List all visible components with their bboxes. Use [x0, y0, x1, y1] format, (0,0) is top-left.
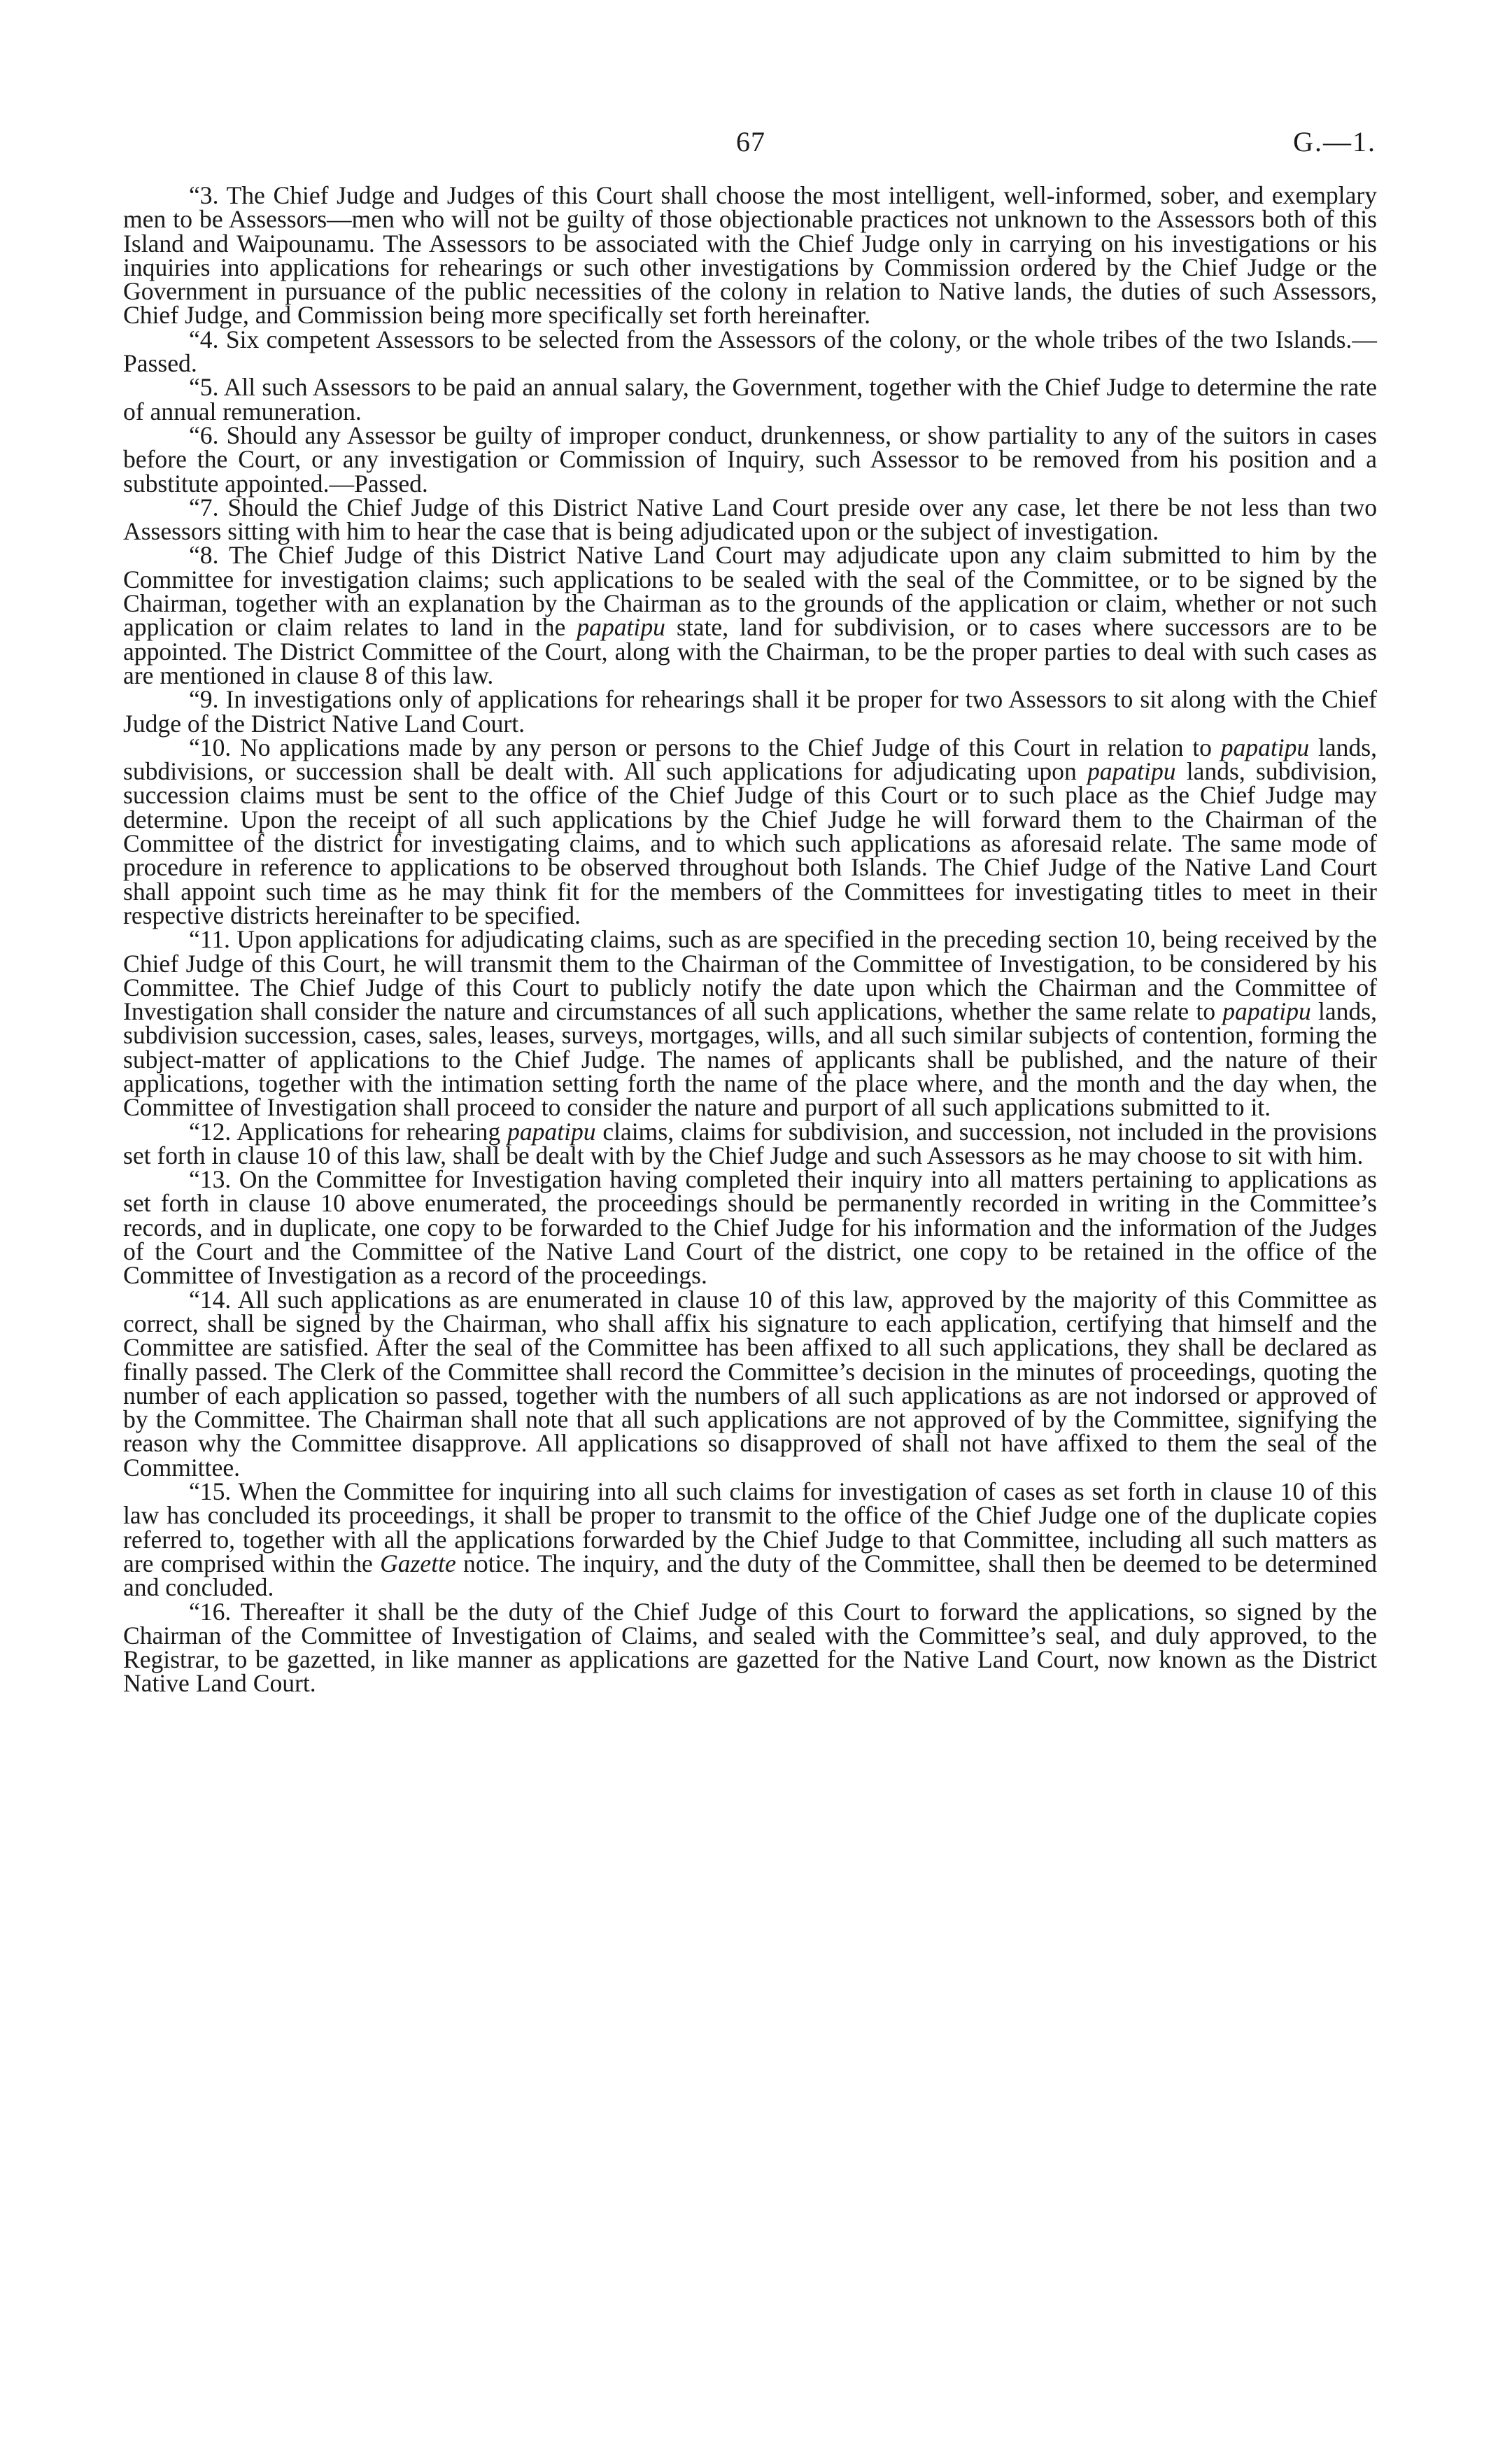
clause-4: [123, 325, 1377, 378]
italic-term: papatipu: [1087, 757, 1176, 786]
clause-text: “7. Should the Chief Judge of this District Native Land Court preside over any case, let there be not less than two Assessors sitting with him to hear the case that is being adjudicated upon or the subject of investigation.: [123, 493, 1377, 546]
clause-text: “5. All such Assessors to be paid an annual salary, the Government, together with the Chief Judge to determine the rate of annual remuneration.: [123, 373, 1377, 425]
clause-text: “16. Thereafter it shall be the duty of the Chief Judge of this Court to forward the applications, so signed by the Chairman of the Committee of Investigation of Claims, and sealed with the Committee’s seal, and duly approved, to the Registrar, to be gazetted, in like manner as applications are gazetted for the Native Land Court, now known as the District Native Land Court.: [123, 1597, 1377, 1698]
document-reference: G.—1.: [1293, 126, 1376, 157]
clause-15: [123, 1477, 1377, 1602]
clause-text: notice. The inquiry, and the duty of the Committee, shall then be deemed to be determined and concluded.: [123, 1549, 1377, 1602]
italic-term: Gazette: [380, 1549, 456, 1577]
italic-term: papatipu: [507, 1117, 596, 1146]
clause-13: [123, 1165, 1377, 1290]
clause-text: state, land for subdivision, or to cases where successors are to be appointed. The District Committee of the Court, along with the Chairman, to be the proper parties to deal with such cases as are mentioned in clause 8 of this law.: [123, 613, 1377, 689]
italic-term: papatipu: [1222, 997, 1311, 1026]
document-body: [123, 183, 1377, 1696]
page-number: 67: [736, 126, 765, 157]
clause-text: “11. Upon applications for adjudicating claims, such as are specified in the preceding section 10, being received by the Chief Judge of this Court, he will transmit them to the Chairman of the Committee of Investigation, to be considered by his Committee. The Chief Judge of this Court to publicly notify the date upon which the Chairman and the Committee of Investigation shall consider the nature and circumstances of all such applications, whether the same relate to: [123, 925, 1377, 1026]
clause-5: [123, 375, 1377, 423]
clause-12: [123, 1117, 1377, 1169]
clause-8: [123, 543, 1377, 687]
clause-text: “6. Should any Assessor be guilty of improper conduct, drunkenness, or show partiality to any of the suitors in cases before the Court, or any investigation or Commission of Inquiry, such Assessor to be removed from his position and a substitute appointed.—Passed.: [123, 421, 1377, 498]
clause-text: “10. No applications made by any person or persons to the Chief Judge of this Court in relation to: [189, 733, 1221, 761]
clause-text: “15. When the Committee for inquiring into all such claims for investigation of cases as set forth in clause 10 of this law has concluded its proceedings, it shall be proper to transmit to the office of the Chief Judge one of the duplicate copies referred to, together with all the applications forwarded by the Chief Judge to that Committee, including all such matters as are comprised within the: [123, 1477, 1377, 1577]
clause-text: lands, subdivision, succession claims must be sent to the office of the Chief Judge of this Court or to such place as the Chief Judge may determine. Upon the receipt of all such applications by the Chief Judge he will forward them to the Chairman of the Committee of the district for investigating claims, and to which such applications as aforesaid relate. The same mode of procedure in reference to applications to be observed throughout both Islands. The Chief Judge of the Native Land Court shall appoint such time as he may think fit for the members of the Committees for investigating titles to meet in their respective districts hereinafter to be specified.: [123, 757, 1377, 929]
clause-10: [123, 733, 1377, 929]
clause-9: [123, 687, 1377, 736]
clause-text: “13. On the Committee for Investigation having completed their inquiry into all matters pertaining to applications as set forth in clause 10 above enumerated, the proceedings should be permanently recorded in writing in the Committee’s records, and in duplicate, one copy to be forwarded to the Chief Judge for his information and the information of the Judges of the Court and the Committee of the Native Land Court of the district, one copy to be retained in the office of the Committee of Investigation as a record of the proceedings.: [123, 1165, 1377, 1290]
clause-text: “4. Six competent Assessors to be selected from the Assessors of the colony, or the whole tribes of the two Islands.—Passed.: [123, 325, 1377, 378]
clause-text: “14. All such applications as are enumerated in clause 10 of this law, approved by the majority of this Committee as correct, shall be signed by the Chairman, who shall affix his signature to each application, certifying that himself and the Committee are satisfied. After the seal of the Committee has been affixed to all such applications, they shall be declared as finally passed. The Clerk of the Committee shall record the Committee’s decision in the minutes of proceedings, quoting the number of each application so passed, together with the numbers of all such applications as are not indorsed or approved of by the Committee. The Chairman shall note that all such applications are not approved of by the Committee, signifying the reason why the Committee disapprove. All applications so disapproved of shall not have affixed to them the seal of the Committee.: [123, 1285, 1377, 1482]
clause-text: lands, subdivisions, or succession shall be dealt with. All such applications for adjudicating upon: [123, 733, 1377, 786]
clause-6: [123, 421, 1377, 498]
italic-term: papatipu: [577, 613, 665, 642]
italic-term: papatipu: [1220, 733, 1310, 761]
clause-11: [123, 925, 1377, 1122]
clause-3: [123, 183, 1377, 328]
clause-text: lands, subdivision succession, cases, sales, leases, surveys, mortgages, wills, and all such similar subjects of contention, forming the subject-matter of applications to the Chief Judge. The names of applicants shall be published, and the nature of their applications, together with the intimation setting forth the name of the place where, and the month and the day when, the Committee of Investigation shall proceed to consider the nature and purport of all such applications submitted to it.: [123, 997, 1377, 1122]
clause-text: “9. In investigations only of applications for rehearings shall it be proper for two Assessors to sit along with the Chief Judge of the District Native Land Court.: [123, 685, 1377, 738]
clause-16: [123, 1597, 1377, 1698]
clause-text: “3. The Chief Judge and Judges of this Court shall choose the most intelligent, well-informed, sober, and exemplary men to be Assessors—men who will not be guilty of those objectionable practices not unknown to the Assessors both of this Island and Waipounamu. The Assessors to be associated with the Chief Judge only in carrying on his investigations or his inquiries into applications for rehearings or such other investigations by Commission ordered by the Chief Judge or the Government in pursuance of the public necessities of the colony in relation to Native lands, the duties of such Assessors, Chief Judge, and Commission being more specifically set forth hereinafter.: [123, 181, 1377, 330]
page-header: [0, 125, 1512, 160]
clause-7: [123, 495, 1377, 544]
clause-14: [123, 1285, 1377, 1482]
clause-text: “8. The Chief Judge of this District Native Land Court may adjudicate upon any claim submitted to him by the Committee for investigation claims; such applications to be sealed with the seal of the Committee, or to be signed by the Chairman, together with an explanation by the Chairman as to the grounds of the application or claim, whether or not such application or claim relates to land in the: [123, 541, 1377, 642]
clause-text: “12. Applications for rehearing: [189, 1117, 508, 1146]
clause-text: claims, claims for subdivision, and succession, not included in the provisions set forth in clause 10 of this law, shall be dealt with by the Chief Judge and such Assessors as he may choose to sit with him.: [123, 1117, 1377, 1169]
